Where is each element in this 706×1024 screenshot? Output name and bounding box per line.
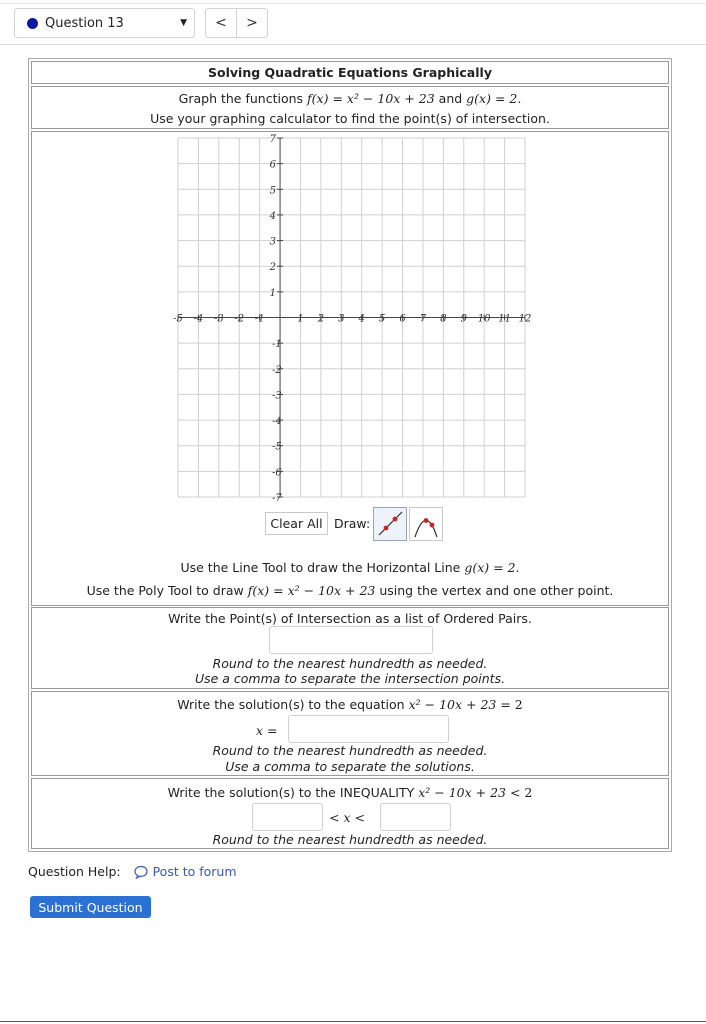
page-title: Solving Quadratic Equations Graphically	[31, 61, 669, 84]
line-tool-math: g(x) = 2.	[464, 560, 520, 575]
line-tool-button[interactable]	[373, 507, 407, 541]
post-to-forum-link[interactable]: Post to forum	[152, 864, 237, 879]
graph-prefix: Graph the functions	[178, 91, 304, 106]
previous-question-button[interactable]: <	[206, 9, 237, 37]
line-tool-instruction	[0, 560, 700, 575]
question-help	[28, 864, 237, 879]
line-tool-text: Use the Line Tool to draw the Horizontal Line	[180, 560, 461, 575]
equation-lhs: x² − 10x + 23	[408, 697, 497, 712]
intersection-note-round: Round to the nearest hundredth as needed.	[212, 656, 488, 671]
y-tick-label: -6	[272, 467, 282, 479]
calculator-instruction: Use your graphing calculator to find the point(s) of intersection.	[150, 111, 550, 126]
y-tick-label: 2	[269, 262, 277, 274]
coordinate-graph[interactable]	[173, 134, 532, 504]
x-tick-label: 9	[460, 313, 467, 325]
inequality-question	[31, 778, 669, 849]
equation-question	[31, 691, 669, 776]
inequality-high-input[interactable]	[380, 803, 451, 831]
inequality-prompt: Write the solution(s) to the INEQUALITY	[167, 785, 415, 800]
x-tick-label: -4	[193, 313, 204, 325]
x-tick-label: 1	[297, 313, 304, 325]
poly-tool-text: Use the Poly Tool to draw	[86, 583, 244, 598]
inequality-note-round: Round to the nearest hundredth as needed.	[212, 832, 488, 847]
top-divider	[0, 3, 706, 4]
clear-all-button[interactable]: Clear All	[265, 512, 328, 535]
y-tick-label: 4	[269, 210, 277, 222]
equation-note-comma: Use a comma to separate the solutions.	[225, 759, 475, 774]
poly-tool-button[interactable]	[409, 507, 443, 541]
x-tick-label: 4	[358, 313, 365, 325]
draw-label: Draw:	[334, 516, 371, 531]
intersection-prompt: Write the Point(s) of Intersection as a list of Ordered Pairs.	[168, 611, 532, 626]
x-tick-label: 5	[378, 313, 386, 325]
line-tool-icon	[374, 508, 406, 540]
y-tick-label: -2	[272, 364, 282, 376]
y-tick-label: 1	[269, 287, 277, 299]
question-selector-label: Question 13	[45, 15, 124, 31]
question-help-label: Question Help:	[28, 864, 121, 879]
intersection-question	[31, 607, 669, 689]
x-tick-label: 7	[419, 313, 427, 325]
f-definition: f(x) = x² − 10x + 23	[307, 91, 435, 106]
poly-tool-suffix: using the vertex and one other point.	[379, 583, 614, 598]
inequality-rhs: < 2	[509, 785, 533, 800]
inequality-middle: < x <	[329, 810, 365, 825]
question-selector[interactable]	[14, 8, 195, 38]
poly-tool-instruction	[0, 583, 700, 598]
y-tick-label: -3	[272, 390, 282, 402]
y-tick-label: -5	[272, 441, 282, 453]
x-tick-label: 3	[338, 313, 345, 325]
question-status-dot-icon	[27, 18, 38, 29]
y-tick-label: -4	[272, 416, 282, 428]
intersection-input[interactable]	[269, 626, 433, 654]
bottom-divider	[0, 1021, 706, 1022]
speech-bubble-icon	[133, 865, 149, 879]
question-nav	[205, 8, 268, 38]
equation-rhs: = 2	[500, 697, 523, 712]
equation-solution-input[interactable]	[288, 715, 449, 743]
inequality-prompt-line	[32, 785, 668, 800]
x-tick-label: -1	[254, 313, 265, 325]
equation-prompt: Write the solution(s) to the equation	[177, 697, 405, 712]
header-divider	[0, 44, 706, 45]
equation-note-round: Round to the nearest hundredth as needed.	[212, 743, 488, 758]
x-equals-label: x =	[256, 723, 278, 738]
x-tick-label: 10	[477, 313, 491, 325]
parabola-tool-icon	[410, 508, 442, 540]
inequality-low-input[interactable]	[252, 803, 323, 831]
x-tick-label: 11	[498, 313, 511, 325]
next-question-button[interactable]: >	[246, 15, 258, 31]
y-tick-label: 5	[269, 185, 277, 197]
poly-tool-math: f(x) = x² − 10x + 23	[247, 583, 376, 598]
intersection-note-comma: Use a comma to separate the intersection points.	[194, 671, 506, 686]
x-tick-label: 12	[518, 313, 532, 325]
x-tick-label: -5	[173, 313, 183, 325]
instructions	[31, 86, 669, 129]
x-tick-label: -2	[234, 313, 245, 325]
submit-question-button[interactable]: Submit Question	[30, 896, 151, 918]
g-definition: g(x) = 2.	[466, 91, 522, 106]
x-tick-label: 8	[440, 313, 447, 325]
x-tick-label: -3	[213, 313, 224, 325]
y-tick-label: 3	[269, 236, 277, 248]
inequality-lhs: x² − 10x + 23	[418, 785, 506, 800]
y-tick-label: -7	[272, 493, 282, 504]
y-tick-label: -1	[272, 339, 282, 351]
dropdown-caret-icon: ▼	[180, 18, 187, 28]
equation-prompt-line	[32, 697, 668, 712]
x-tick-label: 2	[317, 313, 325, 325]
and-word: and	[438, 91, 463, 106]
x-tick-label: 6	[399, 313, 406, 325]
y-tick-label: 6	[269, 159, 277, 171]
y-tick-label: 7	[269, 134, 277, 145]
